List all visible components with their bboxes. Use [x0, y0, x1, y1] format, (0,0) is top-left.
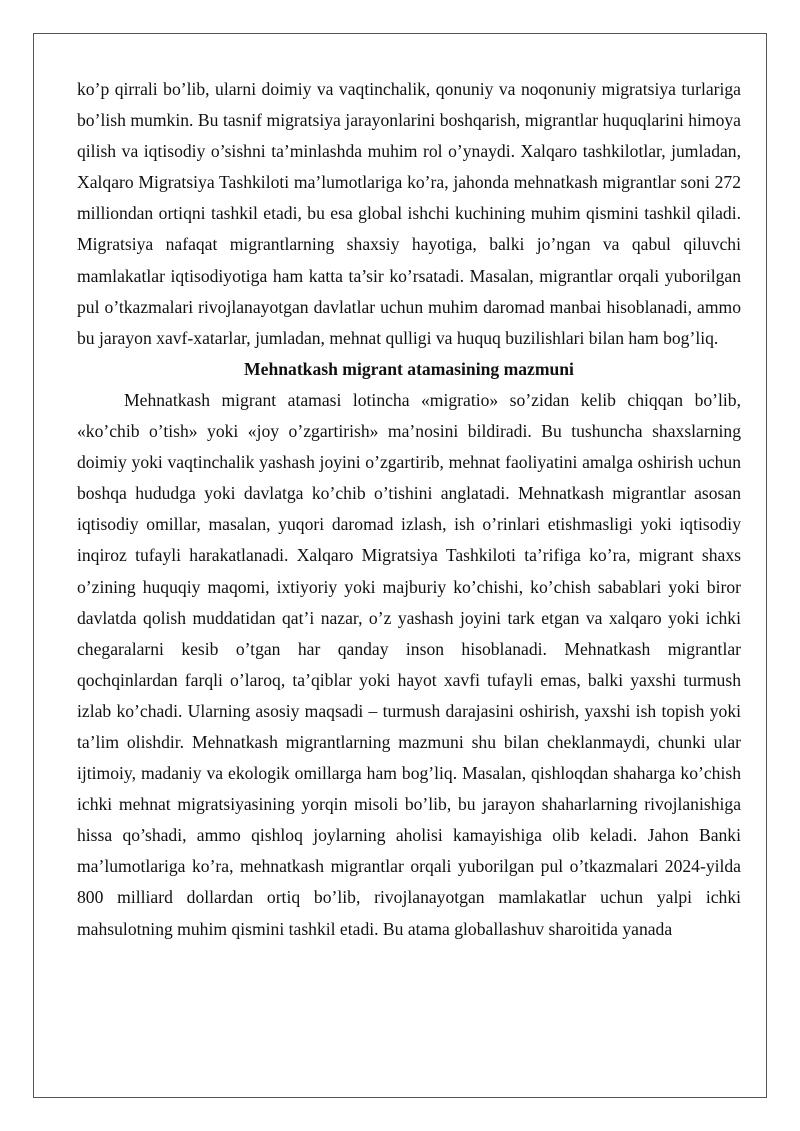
document-body — [77, 74, 741, 945]
body-paragraph: Mehnatkash migrant atamasi lotincha «migratio» so’zidan kelib chiqqan bo’lib, «ko’chib o’tish» yoki «joy o’zgartirish» ma’nosini bildiradi. Bu tushuncha shaxslarning doimiy yoki vaqtinchalik yashash joyini o’zgartirib, mehnat faoliyatini amalga oshirish uchun boshqa hududga yoki davlatga ko’chib o’tishini anglatadi. Mehnatkash migrantlar asosan iqtisodiy omillar, masalan, yuqori daromad izlash, ish o’rinlari etishmasligi yoki iqtisodiy inqiroz tufayli harakatlanadi. Xalqaro Migratsiya Tashkiloti ta’rifiga ko’ra, migrant shaxs o’zining huquqiy maqomi, ixtiyoriy yoki majburiy ko’chishi, ko’chish sabablari yoki biror davlatda qolish muddatidan qat’i nazar, o’z yashash joyini tark etgan va xalqaro yoki ichki chegaralarni kesib o’tgan har qanday inson hisoblanadi. Mehnatkash migrantlar qochqinlardan farqli o’laroq, ta’qiblar yoki hayot xavfi tufayli emas, balki yaxshi turmush izlab ko’chadi. Ularning asosiy maqsadi – turmush darajasini oshirish, yaxshi ish topish yoki ta’lim olishdir. Mehnatkash migrantlarning mazmuni shu bilan cheklanmaydi, chunki ular ijtimoiy, madaniy va ekologik omillarga ham bog’liq. Masalan, qishloqdan shaharga ko’chish ichki mehnat migratsiyasining yorqin misoli bo’lib, bu jarayon shaharlarning rivojlanishiga hissa qo’shadi, ammo qishloq joylarning aholisi kamayishiga olib keladi. Jahon Banki ma’lumotlariga ko’ra, mehnatkash migrantlar orqali yuborilgan pul o’tkazmalari 2024-yilda 800 milliard dollardan ortiq bo’lib, rivojlanayotgan mamlakatlar uchun yalpi ichki mahsulotning muhim qismini tashkil etadi. Bu atama globallashuv sharoitida yanada — [77, 389, 741, 939]
body-paragraph: ko’p qirrali bo’lib, ularni doimiy va vaqtinchalik, qonuniy va noqonuniy migratsiya turlariga bo’lish mumkin. Bu tasnif migratsiya jarayonlarini boshqarish, migrantlar huquqlarini himoya qilish va iqtisodiy o’sishni ta’minlashda muhim rol o’ynaydi. Xalqaro tashkilotlar, jumladan, Xalqaro Migratsiya Tashkiloti ma’lumotlariga ko’ra, jahonda mehnatkash migrantlar soni 272 milliondan ortiqni tashkil etadi, bu esa global ishchi kuchining muhim qismini tashkil qiladi. Migratsiya nafaqat migrantlarning shaxsiy hayotiga, balki jo’ngan va qabul qiluvchi mamlakatlar iqtisodiyotiga ham katta ta’sir ko’rsatadi. Masalan, migrantlar orqali yuborilgan pul o’tkazmalari rivojlanayotgan davlatlar uchun muhim daromad manbai hisoblanadi, ammo bu jarayon xavf-xatarlar, jumladan, mehnat qulligi va huquq buzilishlari bilan ham bog’liq. — [77, 79, 741, 348]
section-heading: Mehnatkash migrant atamasining mazmuni — [244, 358, 574, 379]
